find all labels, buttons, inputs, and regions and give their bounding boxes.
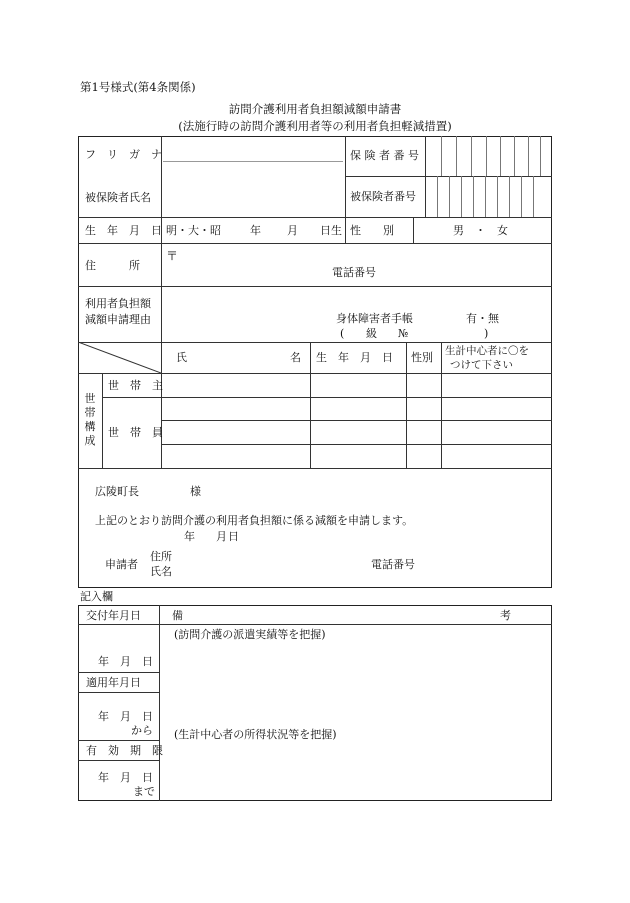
col-breadwinner-2: つけて下さい [450,359,513,371]
label-reason-2: 減額申請理由 [85,313,151,326]
app-date-month: 月 [216,530,227,543]
grade-open: ( [340,327,345,340]
form-subtitle: (法施行時の訪問介護利用者等の利用者負担軽減措置) [178,119,452,133]
note-income-status: (生計中心者の所得状況等を把握) [174,728,337,741]
disability-has-none: 有・無 [466,312,499,325]
sex-options: 男 ・ 女 [453,224,508,237]
grade-label: 級 [366,327,377,340]
app-date-day: 日 [228,530,239,543]
label-insured-number: 被保険者番号 [350,190,416,203]
application-statement: 上記のとおり訪問介護の利用者負担額に係る減額を申請します。 [95,514,414,527]
label-address: 住 所 [85,259,140,272]
label-insurer-number: 保 険 者 番 号 [350,149,419,162]
postal-mark: 〒 [166,249,179,263]
col-birth: 生 年 月 日 [316,351,393,364]
applicant-address-label: 住所 [150,550,172,563]
applicant-label: 申請者 [105,558,138,571]
addressee: 広陵町長 [95,485,139,498]
grade-close: ) [484,327,489,340]
remarks-label-2: 考 [500,609,511,622]
col-sex: 性別 [411,351,433,364]
address-phone-label: 電話番号 [332,266,376,279]
label-insured-name: 被保険者氏名 [85,191,151,204]
remarks-label-1: 備 [172,609,183,622]
validity-ymd: 年 月 日 [98,771,153,784]
household-vertical-label: 世帯構成 [84,392,96,447]
diagonal-header-cell [78,342,161,373]
col-name-1: 氏 [176,351,187,364]
col-breadwinner-1: 生計中心者に〇を [445,345,529,357]
birth-day-label: 日生 [320,224,342,237]
issue-date-label: 交付年月日 [86,609,141,622]
form-number: 第1号様式(第4条関係) [80,80,196,94]
household-member-label: 世 帯 員 [108,426,163,439]
applicant-phone-label: 電話番号 [371,558,415,571]
disability-book-label: 身体障害者手帳 [336,312,413,325]
birth-year-label: 年 [250,224,261,237]
birth-month-label: 月 [287,224,298,237]
apply-date-ymd: 年 月 日 [98,710,153,723]
issue-date-ymd: 年 月 日 [98,655,153,668]
era-options: 明・大・昭 [166,224,221,237]
label-reason-1: 利用者負担額 [85,297,151,310]
label-sex: 性 別 [350,224,394,237]
apply-date-label: 適用年月日 [86,676,141,689]
app-date-year: 年 [184,530,195,543]
apply-from: から [131,724,153,737]
entry-section-title: 記入欄 [80,590,113,603]
number-mark: № [398,327,409,340]
honorific: 様 [190,485,201,498]
form-title: 訪問介護利用者負担額減額申請書 [228,102,402,116]
applicant-name-label: 氏名 [150,565,172,578]
household-head-label: 世 帯 主 [108,379,163,392]
validity-until: まで [133,785,155,798]
label-furigana: フ リ ガ ナ [85,148,162,161]
validity-label: 有 効 期 限 [86,744,163,757]
col-name-2: 名 [290,351,301,364]
note-dispatch-record: (訪問介護の派遣実績等を把握) [174,628,326,641]
label-birth-date: 生 年 月 日 [85,224,162,237]
